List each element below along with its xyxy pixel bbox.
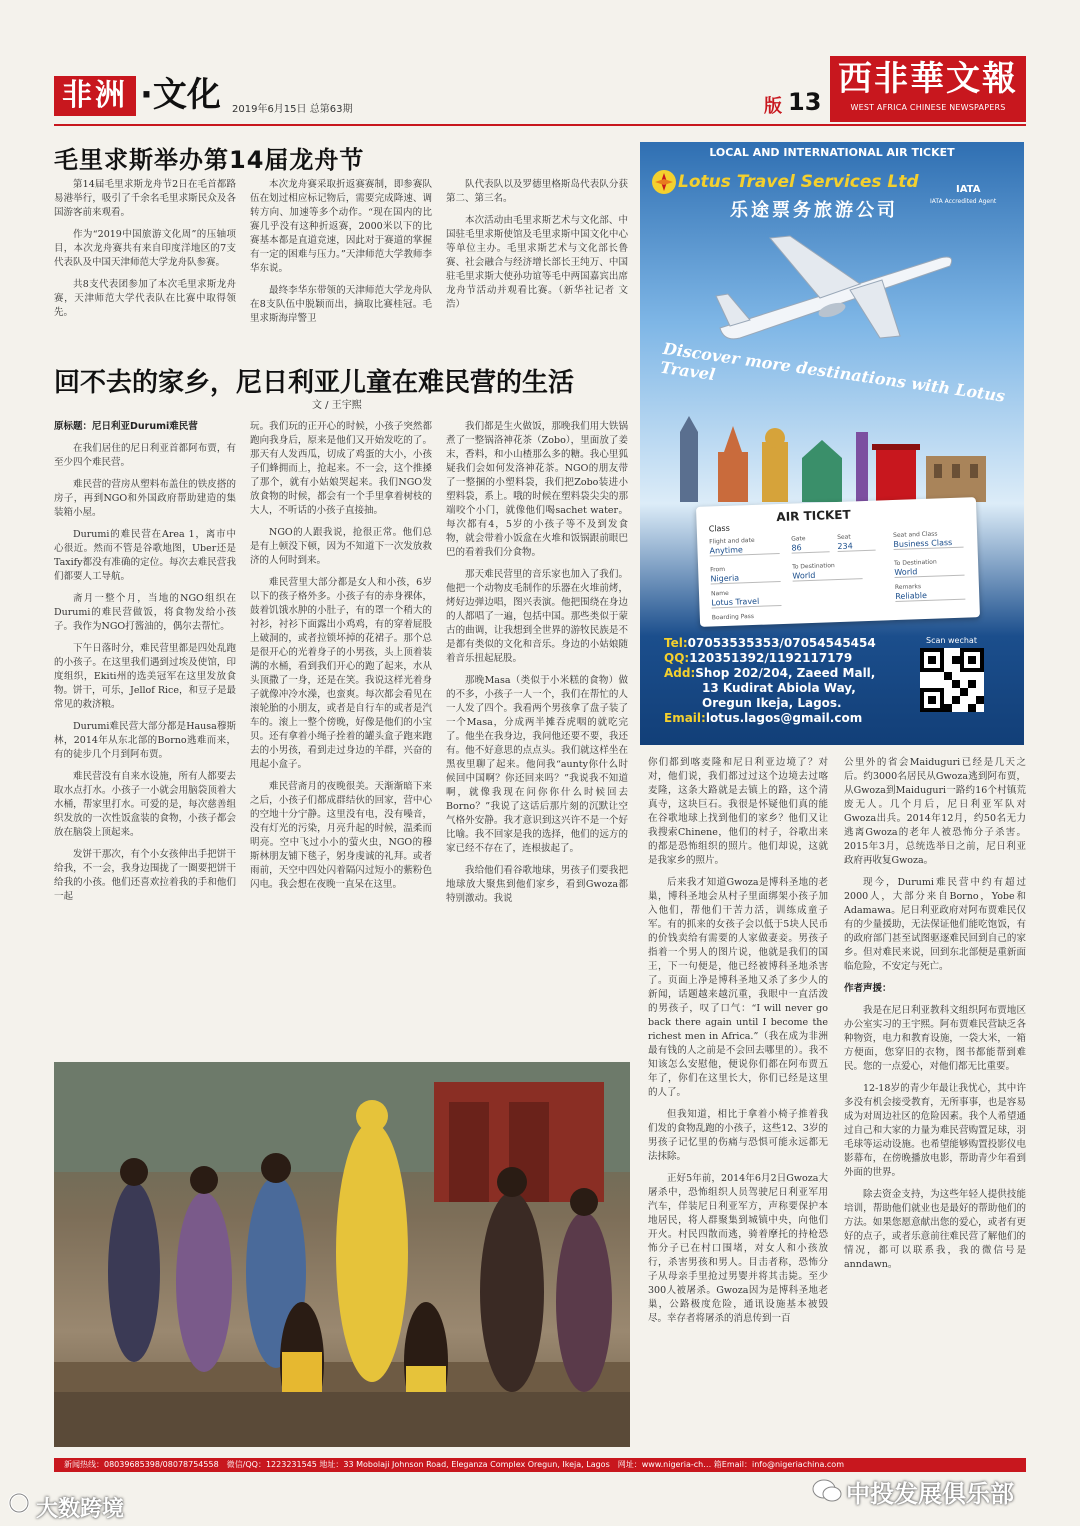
article2-col3 <box>446 420 628 1055</box>
ticket-class: Class <box>708 523 730 534</box>
section-label: 非洲 <box>54 76 136 116</box>
qq-value: 120351392/1192117179 <box>689 651 853 665</box>
article1-col1 <box>54 178 236 358</box>
paragraph: 我给他们看谷歌地球，男孩子们要我把地球放大聚焦到他们家乡，看到Gwoza都特别激动。我说 <box>446 865 628 904</box>
paragraph: 队代表队以及罗德里格斯岛代表队分获第二、第三名。 <box>446 179 628 204</box>
photo-illustration <box>54 1062 630 1447</box>
paragraph: 公里外的省会Maiduguri已经是几天之后。约3000名居民从Gwoza逃到阿布贾，从Gwoza到Maiduguri一路约16个村镇荒废无人。几个月后，尼日利亚军队对Gwoza出兵。2014年12月，约50名无力逃离Gwoza的老年人被恐怖分子杀害。2015年3月，总统选举日之前，尼日利亚政府再收复Gwoza。 <box>844 757 1026 866</box>
paragraph: 难民营的营房从塑料布盖住的铁皮搭的房子，再到NGO和外国政府帮助建造的集装箱小屋。 <box>54 479 236 518</box>
address-line: Shop 202/204, Zaeed Mall, <box>695 666 876 680</box>
paragraph: 最终李华东带领的天津师范大学龙舟队在8支队伍中脱颖而出，摘取比赛桂冠。毛里求斯海岸警卫 <box>250 285 432 324</box>
ticket-remark: Reliable <box>895 590 965 602</box>
watermark-left: 大数跨境 <box>36 1497 125 1522</box>
article1-col3 <box>446 178 628 358</box>
wechat-icon <box>812 1478 842 1504</box>
logo-english: WEST AFRICA CHINESE NEWSPAPERS <box>850 103 1006 112</box>
ticket-name: Lotus Travel <box>711 596 781 608</box>
ticket-label: Name <box>710 589 729 598</box>
scan-label: Scan wechat <box>926 636 977 645</box>
paragraph: NGO的人跟我说，抢很正常。他们总是有上顿没下顿，因为不知道下一次发放救济的人何时到来。 <box>250 527 432 566</box>
paragraph: 斋月一整个月，当地的NGO组织在Durumi的难民营做饭，将食物发给小孩子。我作为NGO打酱油的，偶尔去帮忙。 <box>54 593 236 632</box>
landmarks-icon <box>670 412 1000 502</box>
qr-code <box>920 648 984 712</box>
paragraph: Durumi的难民营在Area 1，离市中心很近。然而不管是谷歌地图，Uber还是Taxify都没有准确的定位。每次去难民营我们都要人工导航。 <box>54 529 236 582</box>
ad-brand-cn: 乐途票务旅游公司 <box>730 200 898 221</box>
ad-headline: LOCAL AND INTERNATIONAL AIR TICKET <box>709 146 955 159</box>
paragraph: 那晚Masa（类似于小米糕的食物）做的不多，小孩子一人一个，我们在帮忙的人一人发了四个。我看两个男孩拿了盘子装了一个Masa，分成两半摊吞虎咽的就吃完了。他坐在我身边，我问他还要不要，我还有。他不好意思的点点头。我们就这样坐在黑夜里聊了起来。他问我“aunty你什么时候回中国啊？你还回来吗？”我说我不知道啊，就像我现在问你你什么时候回去Borno？”我说了这话后那片刻的沉默让空气格外安静。我才意识到这兴许不是一个好比喻。我不回家是我的选择，他们的远方的家已经不存在了，连根拔起了。 <box>446 675 628 854</box>
ticket-label: Seat and Class <box>892 530 938 540</box>
email-label: Email: <box>664 711 706 725</box>
iata-sub: IATA Accredited Agent <box>930 198 997 205</box>
paragraph: 发饼干那次，有个小女孩伸出手把饼干给我，不一会，我身边围拢了一圈要把饼干给我的小孩。他们还喜欢拉着我的手和他们一起 <box>54 849 236 902</box>
ticket-label: Remarks <box>894 583 922 592</box>
paragraph: 难民营斋月的夜晚很美。天渐渐暗下来之后，小孩子们都成群结伙的回家，营中心的空地十分宁静。这里没有电，没有噪音，没有灯光的污染，月亮升起的时候，温柔而明亮。空中飞过小小的萤火虫，NGO的穆斯林朋友铺下毯子，躬身虔诚的礼拜。或者雨前，天空中四处闪着隔闪过短小的紫粉色闪电。我会想在夜晚一直呆在这里。 <box>250 781 432 890</box>
ticket-label: From <box>710 565 726 574</box>
article2-col2 <box>250 420 432 1055</box>
issue-date: 2019年6月15日 总第63期 <box>232 104 353 115</box>
paragraph: 在我们居住的尼日利亚首都阿布贾，有至少四个难民营。 <box>54 443 236 468</box>
paragraph: 难民营里大部分都是女人和小孩，6岁以下的孩子格外多。小孩子有的赤身裸体，鼓着饥饿水肿的小肚子，有的罩一个稍大的衬衫，衬衫下面露出小鸡鸡，有的穿着屁股上破洞的，或者拉锁坏掉的花裙子。那个总是很开心的光着身子的小男孩，头上顶着装满的水桶，看到我们开心的跑了起来，水从头顶撒了一身，还是在笑。我说这样光着身子就像冲冷水澡，也蛮爽。每次都会看见在滚轮胎的小朋友，或者是自行车的或者是汽车的。滚上一整个傍晚，好像是他们的小宝贝。还有拿着小绳子拴着的罐头盒子跑来跑去的小男孩，看到走过身边的羊群，兴奋的甩起小盒子。 <box>250 577 432 770</box>
article2-col4 <box>648 756 828 1448</box>
paragraph: 玩。我们玩的正开心的时候，小孩子突然都跑向我身后，原来是他们又开始发吃的了。那天有人发西瓜，切成了鸡蛋的大小，小孩子们蜂拥而上，抢起来。不一会，这个推搡了那个，就有小姑娘哭起来。我们NGO发放食物的时候，都会有一个手里拿着树枝的大人，不听话的小孩子直接抽。 <box>250 421 432 516</box>
article1-title: 毛里求斯举办第14届龙舟节 <box>54 146 365 174</box>
ticket-title: AIR TICKET <box>776 507 851 525</box>
original-title: 原标题：尼日利亚Durumi难民营 <box>54 421 198 432</box>
email-value: lotus.lagos@gmail.com <box>705 711 863 725</box>
article2-col1 <box>54 420 236 1055</box>
watermark-logo-icon <box>8 1492 30 1514</box>
paragraph: 难民营没有自来水设施，所有人都要去取水点打水。小孩子一小就会用脑袋顶着大水桶，帮家里打水。可爱的是，每次慈善组织发放的一次性饭盒装的食物，小孩子都会放在脑袋上顶起来。 <box>54 771 236 838</box>
section-name: ·文化 <box>140 75 221 115</box>
paragraph: 我是在尼日利亚教科文组织阿布贾地区办公室实习的王宇熙。阿布贾难民营缺乏各种物资，电力和教育设施，一袋大米，一箱方便面，您穿旧的衣物，图书都能帮到难民。您的一点爱心，对他们都无比重要。 <box>844 1005 1026 1072</box>
address-line: Oregun Ikeja, Lagos. <box>702 696 842 710</box>
paragraph: 作为“2019中国旅游文化周”的压轴项目，本次龙舟赛共有来自印度洋地区的7支代表队及中国天津师范大学龙舟队参赛。 <box>54 229 236 268</box>
ticket-boarding-pass: Boarding Pass <box>711 612 755 622</box>
article2-col5 <box>844 756 1026 1448</box>
paragraph: 正好5年前，2014年6月2日Gwoza大屠杀中，恐怖组织人员驾驶尼日利亚军用汽车，佯装尼日利亚军方，声称要保护本地居民，将人群聚集到城镇中央，向他们开火。村民四散而逃，骑着摩托的持枪恐怖分子已在村口围堵，对女人和小孩放行，杀害男孩和男人。目击者称，恐怖分子从母亲手里抢过男婴并将其击毙。至少300人被屠杀。Gwoza因为是博科圣地老巢，公路极度危险，通讯设施基本被毁尽。幸存者将屠杀的消息传到一百 <box>648 1173 828 1324</box>
paragraph: 现今，Durumi难民营中约有超过2000人，大部分来自Borno，Yobe和Adamawa。尼日利亚政府对阿布贾难民仅有的少量援助，无法保证他们能吃饱饭，有的政府部门甚至试图驱逐难民回到自己的家乡。但对难民来说，回到东北部便是重新面临危险，不安定与死亡。 <box>844 877 1026 972</box>
paragraph: 除去资金支持，为这些年轻人提供技能培训，帮助他们就业也是最好的帮助他们的方法。如果您愿意献出您的爱心，或者有更好的点子，或者乐意前往难民营了解他们的情况，都可以联系我，我的微信号是anndawn。 <box>844 1189 1026 1270</box>
ad-contact <box>664 636 876 726</box>
paragraph: 12-18岁的青少年最让我忧心，其中许多没有机会接受教育，无所事事，也是容易成为对周边社区的危险因素。我个人希望通过自己和大家的力量为难民营购置足球，羽毛球等运动设施。也希望能够购置投影仪电影幕布，在傍晚播放电影，帮助青少年看到外面的世界。 <box>844 1083 1026 1178</box>
paragraph: 共8支代表团参加了本次毛里求斯龙舟赛，天津师范大学代表队在比赛中取得领先。 <box>54 279 236 318</box>
header-rule <box>54 124 1026 126</box>
ticket-seatclass: Business Class <box>893 538 963 550</box>
address-label: Add: <box>664 666 696 680</box>
air-ticket <box>696 497 980 627</box>
paragraph: 下午日落时分，难民营里都是四处乱跑的小孩子。在这里我们遇到过埃及使馆，印度组织，Ekiti州的选美冠军在这里发放食物。饼干，可乐，Jellof Rice，和豆子是最常见的救济粮。 <box>54 643 236 710</box>
page-number: 13 <box>788 88 822 116</box>
ticket-label: To Destination <box>792 562 835 571</box>
newspaper-logo <box>830 56 1026 122</box>
paragraph: Durumi难民营大部分都是Hausa穆斯林，2014年从东北部的Borno逃难而来，有的徒步几个月到阿布贾。 <box>54 721 236 760</box>
article2-byline: 文 / 王宇熙 <box>312 400 362 411</box>
tel-label: Tel: <box>664 636 688 650</box>
ad-slogan: Discover more destinations with Lotus Travel <box>659 338 1007 406</box>
author-label: 作者声援： <box>844 983 892 994</box>
tel-value: 07053535353/07054545454 <box>687 636 876 650</box>
ticket-seat: 234 <box>837 541 875 552</box>
ad-brand: Lotus Travel Services Ltd <box>678 172 919 192</box>
paragraph: 你们都到喀麦隆和尼日利亚边境了？对对，他们说，我们都过过这个边境去过喀麦隆，这条大路就是去镇上的路，这个清真寺，这块巨石。我很是怀疑他们真的能在谷歌地球上找到他们的家乡？他们又让我搜索Chinene，他们的村子，谷歌出来的都是恐怖组织的照片。他们却说，这就是我家乡的照片。 <box>648 757 828 866</box>
paragraph: 那天难民营里的音乐家也加入了我们。他把一个动物皮毛制作的乐器在火堆前烤，烤好边弹边唱，图兴表演。他把围绕在身边的人都唱了一遍，包括中国。那些类似于蒙古的曲调，让我想到全世界的游牧民族是不是都有类似的文化和音乐。身边的小姑娘随着音乐扭起屁股。 <box>446 569 628 664</box>
ticket-dest2: World <box>894 566 964 578</box>
qq-label: QQ: <box>664 651 690 665</box>
ticket-dest: World <box>792 569 862 581</box>
ticket-gate: 86 <box>791 542 829 553</box>
paragraph: 第14届毛里求斯龙舟节2日在毛首都路易港举行，吸引了千余名毛里求斯民众及各国游客前来观看。 <box>54 179 236 218</box>
paragraph: 我们都是生火做饭，那晚我们用大铁锅煮了一整锅洛神花茶（Zobo），里面放了姜末，香料，和小山楂那么多的糖。我心里狐疑我们会如何发洛神花茶。NGO的朋友带了一整捆的小塑料袋，我们把Zobo装进小塑料袋，系上。哦的时候在塑料袋尖尖的那端咬个小门，就像他们喝sachet water。每次都有4，5岁的小孩子等不及到发食物，就会带着小饭盒在火堆和饭锅跟前眼巴巴的看着我们分食物。 <box>446 421 628 558</box>
lotus-icon <box>650 168 678 196</box>
qr-code-icon <box>920 648 984 712</box>
ticket-label: Gate <box>791 535 806 543</box>
article2-title: 回不去的家乡，尼日利亚儿童在难民营的生活 <box>54 368 575 398</box>
paragraph: 本次龙舟赛采取折返赛赛制，即参赛队伍在划过相应标记物后，需要完成降速、调转方向、加速等多个动作。“现在国内的比赛几乎没有这种折返赛，2000米以下的比赛基本都是直道竞速，因此对于赛道的掌握有一定的困难与压力。”天津师范大学教师李华东说。 <box>250 179 432 274</box>
ticket-label: Flight and date <box>709 536 755 546</box>
ticket-label: Seat <box>837 533 851 542</box>
page-label: 版 <box>764 96 782 117</box>
travel-advertisement <box>640 142 1024 745</box>
paragraph: 本次活动由毛里求斯艺术与文化部、中国驻毛里求斯使馆及毛里求斯中国文化中心等单位主办。毛里求斯艺术与文化部长鲁赛、社会融合与经济增长部长王纯万、中国驻毛里求斯大使孙功谊等毛中两国嘉宾出席龙舟节活动并观看比赛。（新华社记者 文浩） <box>446 215 628 310</box>
ticket-date: Anytime <box>709 544 779 556</box>
refugee-camp-photo <box>54 1062 630 1447</box>
paragraph: 后来我才知道Gwoza是博科圣地的老巢，博科圣地会从村子里面绑架小孩子加入他们，帮他们干苦力活，训练成童子军。有的抓来的女孩子会以低于5块人民币的价钱卖给有需要的人家做妻妾。男孩子指着一个男人的图片说，他就是我们的国王，下一句便是，他已经被博科圣地杀害了。页面上净是博科圣地又杀了多少人的新闻，话题越来越沉重，我眼中一直活泼的男孩子，叹了口气：“I will never go back there again until I become the richest men in Africa.”（我在成为非洲最有钱的人之前是不会回去哪里的）。我不知该怎么安慰他，便说你们都在阿布贾五年了，你们在这里长大，你们已经是这里的人了。 <box>648 877 828 1098</box>
footer-bar: 新闻热线：08039685398/08078754558 微信/QQ：1223231545 地址：33 Mobolaji Johnson Road, Eleganza Complex Oregun, Ikeja, Lagos 网址：www.nigeria-ch… 箱Email：info@nigeriachina.com <box>54 1458 1026 1472</box>
logo-chinese: 西非華文報 <box>838 59 1018 99</box>
address-line: 13 Kudirat Abiola Way, <box>702 681 856 695</box>
watermark-right: 中投发展俱乐部 <box>846 1480 1014 1508</box>
paragraph: 但我知道，相比于拿着小椅子推着我们发的食物乱跑的小孩子，这些12、3岁的男孩子记忆里的伤痛与恐惧可能永远都无法抹除。 <box>648 1109 828 1162</box>
article1-col2 <box>250 178 432 358</box>
airplane-icon <box>710 218 960 348</box>
ticket-label: To Destination <box>893 558 937 568</box>
ticket-from: Nigeria <box>710 572 780 584</box>
iata-logo: IATA <box>956 184 981 195</box>
